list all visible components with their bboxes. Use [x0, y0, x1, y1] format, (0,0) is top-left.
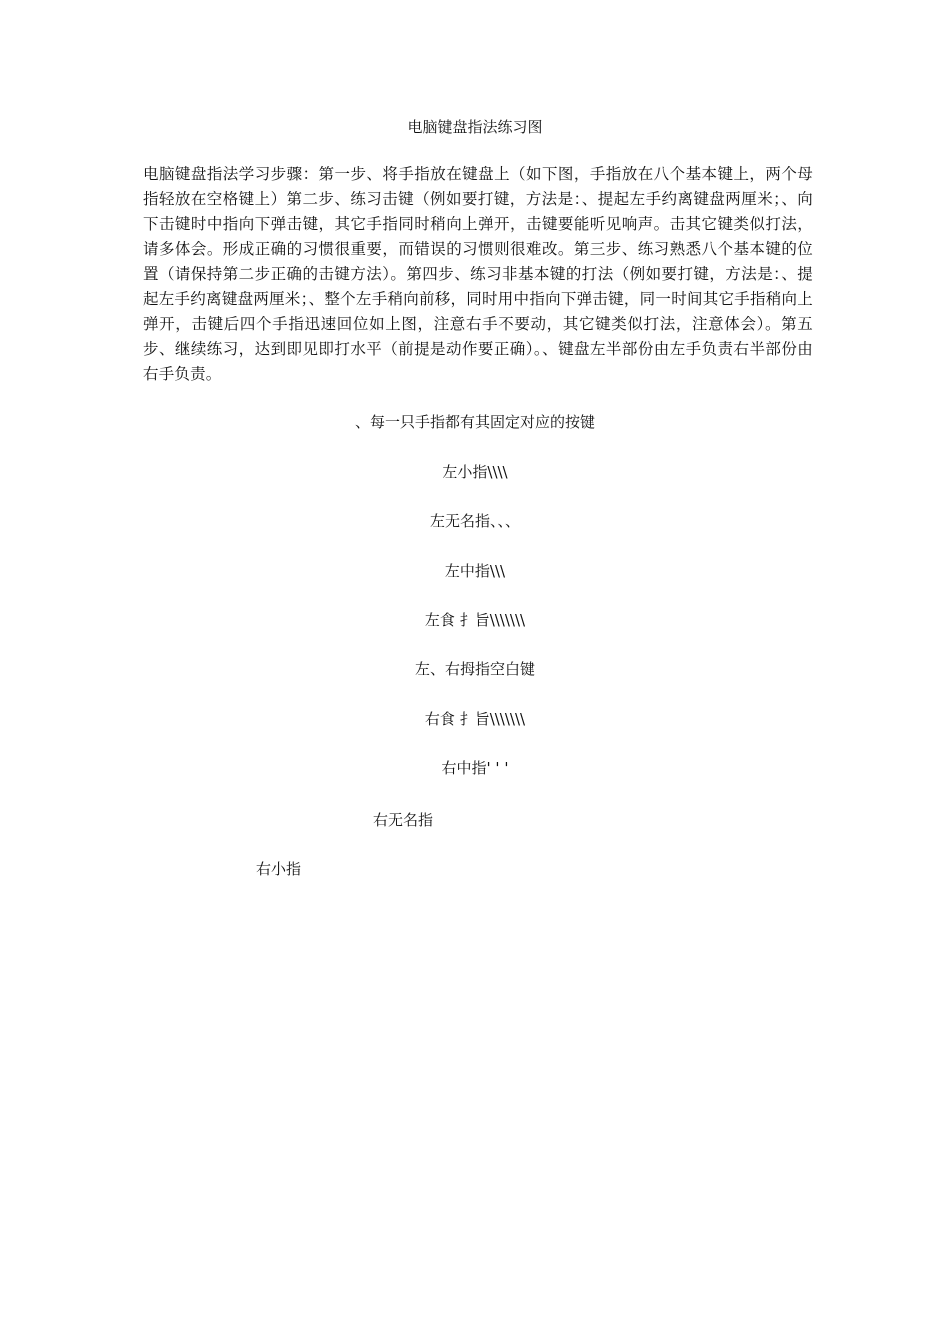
finger-left-index: 左食 扌旨\\\\\\\ [424, 611, 526, 629]
finger-section-heading: 、每一只手指都有其固定对应的按键 [354, 413, 595, 431]
document-title: 电脑键盘指法练习图 [407, 118, 543, 136]
finger-thumbs: 左、右拇指空白键 [414, 660, 535, 678]
finger-left-pinky: 左小指\\\\ [442, 463, 508, 481]
finger-right-index: 右食 扌旨\\\\\\\ [424, 710, 526, 728]
finger-right-middle: 右中指' ' ' [441, 759, 509, 777]
instruction-paragraph: 电脑键盘指法学习步骤：第一步、将手指放在键盘上（如下图，手指放在八个基本键上，两个母指轻放在空格键上）第二步、练习击键（例如要打键，方法是：、提起左手约离键盘两厘米；、向下击键时中指向下弹击键，其它手指同时稍向上弹开，击键要能听见响声。击其它键类似打法，请多体会。形成正确的习惯很重要，而错误的习惯则很难改。第三步、练习熟悉八个基本键的位置（请保持第二步正确的击键方法）。第四步、练习非基本键的打法（例如要打键，方法是：、提起左手约离键盘两厘米；、整个左手稍向前移，同时用中指向下弹击键，同一时间其它手指稍向上弹开，击键后四个手指迅速回位如上图，注意右手不要动，其它键类似打法，注意体会）。第五步、继续练习，达到即见即打水平（前提是动作要正确）。、键盘左半部份由左手负责右半部份由右手负责。 [143, 165, 813, 383]
finger-right-pinky: 右小指 [256, 860, 302, 878]
finger-left-middle: 左中指\\\ [444, 562, 506, 580]
finger-right-ring: 右无名指 [373, 811, 434, 829]
finger-left-ring: 左无名指、、、 [429, 512, 520, 530]
